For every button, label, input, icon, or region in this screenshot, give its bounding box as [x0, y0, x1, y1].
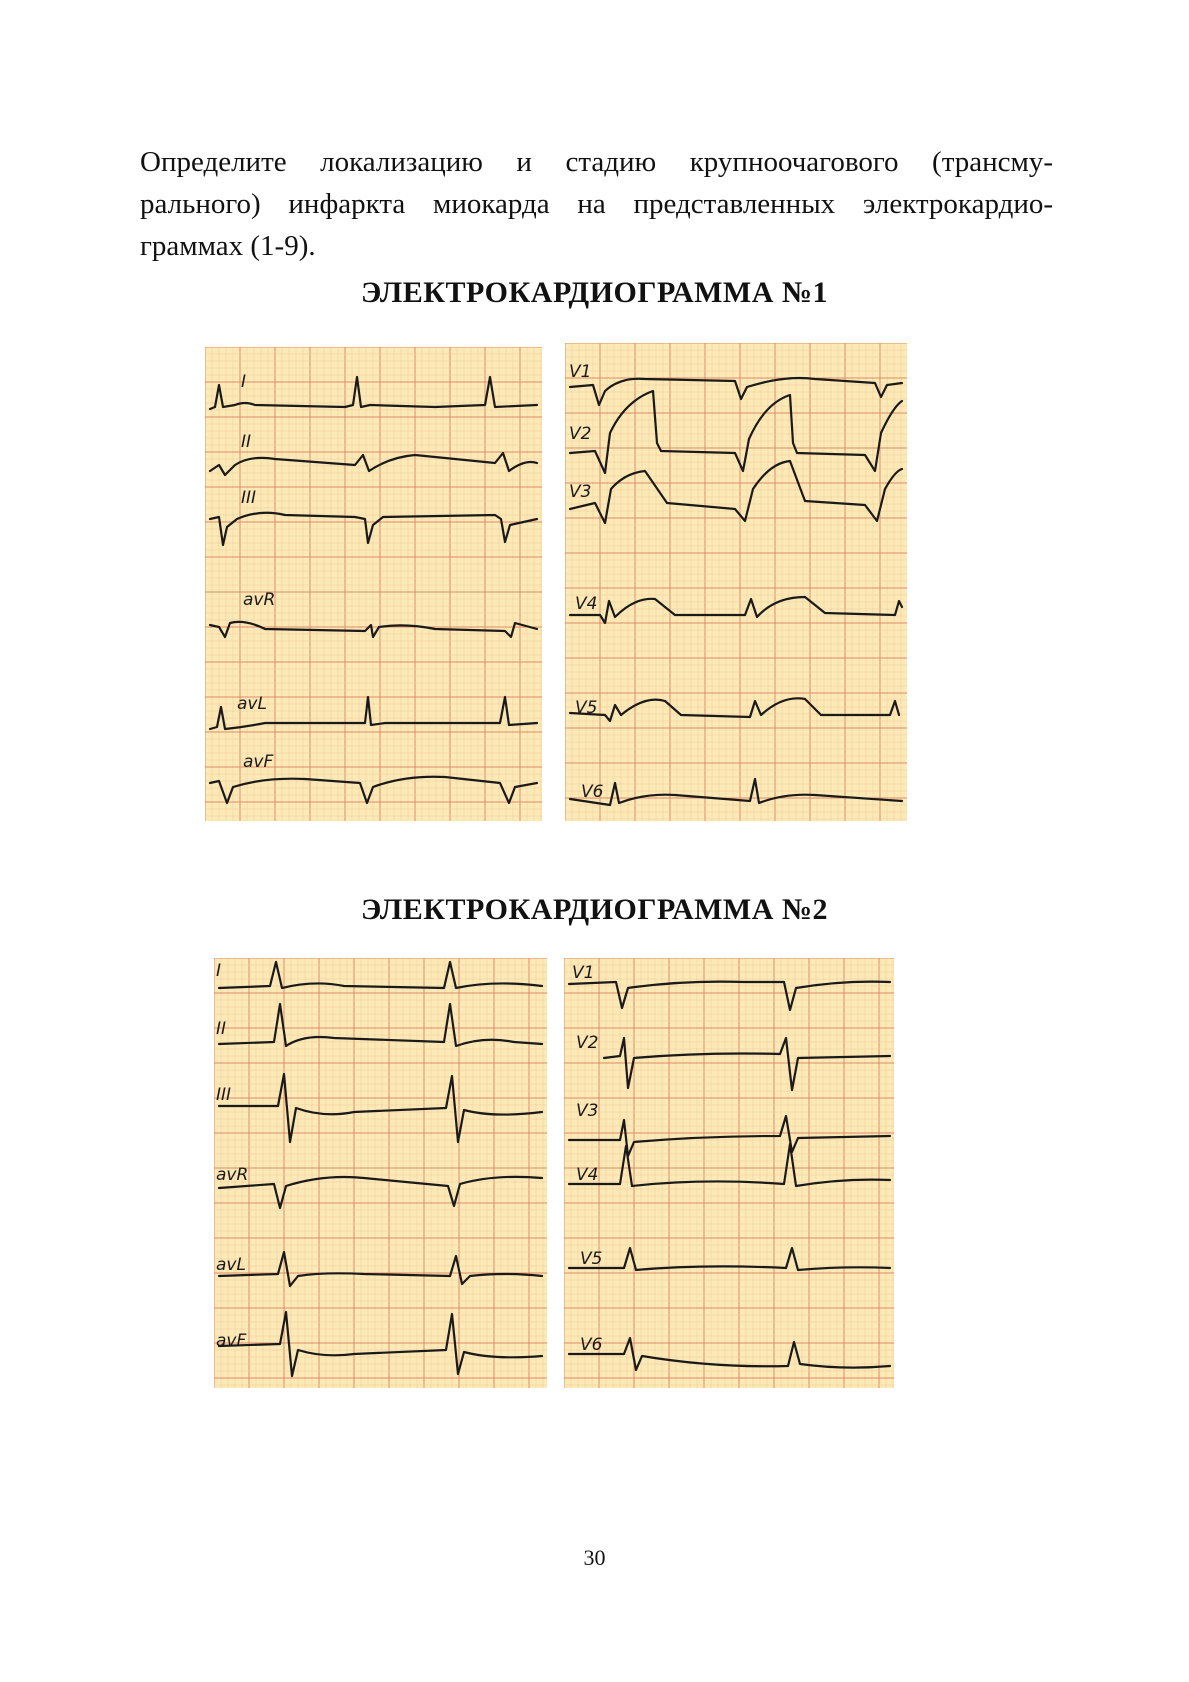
lead-label-avf: avF [216, 1331, 247, 1351]
ecg-1-title: ЭЛЕКТРОКАРДИОГРАММА №1 [360, 276, 829, 309]
ecg-2-chest-leads-panel [564, 958, 894, 1388]
task-text-line-3: граммах (1-9). [140, 230, 316, 262]
lead-label-ii: II [216, 1019, 227, 1039]
lead-label-avl: avL [237, 694, 267, 714]
lead-label-iii: III [241, 488, 257, 508]
ecg-paper [214, 958, 547, 1388]
lead-label-v1: V1 [572, 963, 595, 983]
lead-label-v4: V4 [576, 1165, 599, 1185]
ecg-paper [565, 343, 907, 821]
lead-label-avf: avF [243, 752, 274, 772]
ecg-paper [205, 347, 542, 821]
lead-label-v1: V1 [569, 362, 592, 382]
lead-label-v2: V2 [576, 1033, 599, 1053]
ecg-2-title: ЭЛЕКТРОКАРДИОГРАММА №2 [360, 893, 829, 926]
lead-label-avr: avR [216, 1165, 249, 1185]
task-text-line-1: Определите локализацию и стадию крупноочагового (трансму- [140, 146, 1053, 178]
lead-label-v2: V2 [569, 424, 592, 444]
lead-label-i: I [241, 372, 247, 392]
task-text-line-2: рального) инфаркта миокарда на представленных электрокардио- [140, 188, 1053, 220]
ecg-1-chest-leads-panel [565, 343, 907, 821]
page-number: 30 [583, 1545, 606, 1570]
lead-label-v5: V5 [580, 1249, 603, 1269]
lead-label-ii: II [241, 432, 252, 452]
ecg-2-limb-leads-panel [214, 958, 547, 1388]
task-text [140, 141, 1053, 267]
lead-label-v6: V6 [581, 782, 604, 802]
lead-label-v3: V3 [569, 482, 592, 502]
lead-label-v3: V3 [576, 1101, 599, 1121]
ecg-1-limb-leads-panel [205, 347, 542, 821]
lead-label-v5: V5 [575, 698, 598, 718]
lead-label-v4: V4 [575, 594, 598, 614]
lead-label-v6: V6 [580, 1335, 603, 1355]
lead-label-avl: avL [216, 1255, 246, 1275]
lead-label-i: I [216, 961, 222, 981]
lead-label-iii: III [216, 1085, 232, 1105]
lead-label-avr: avR [243, 590, 276, 610]
